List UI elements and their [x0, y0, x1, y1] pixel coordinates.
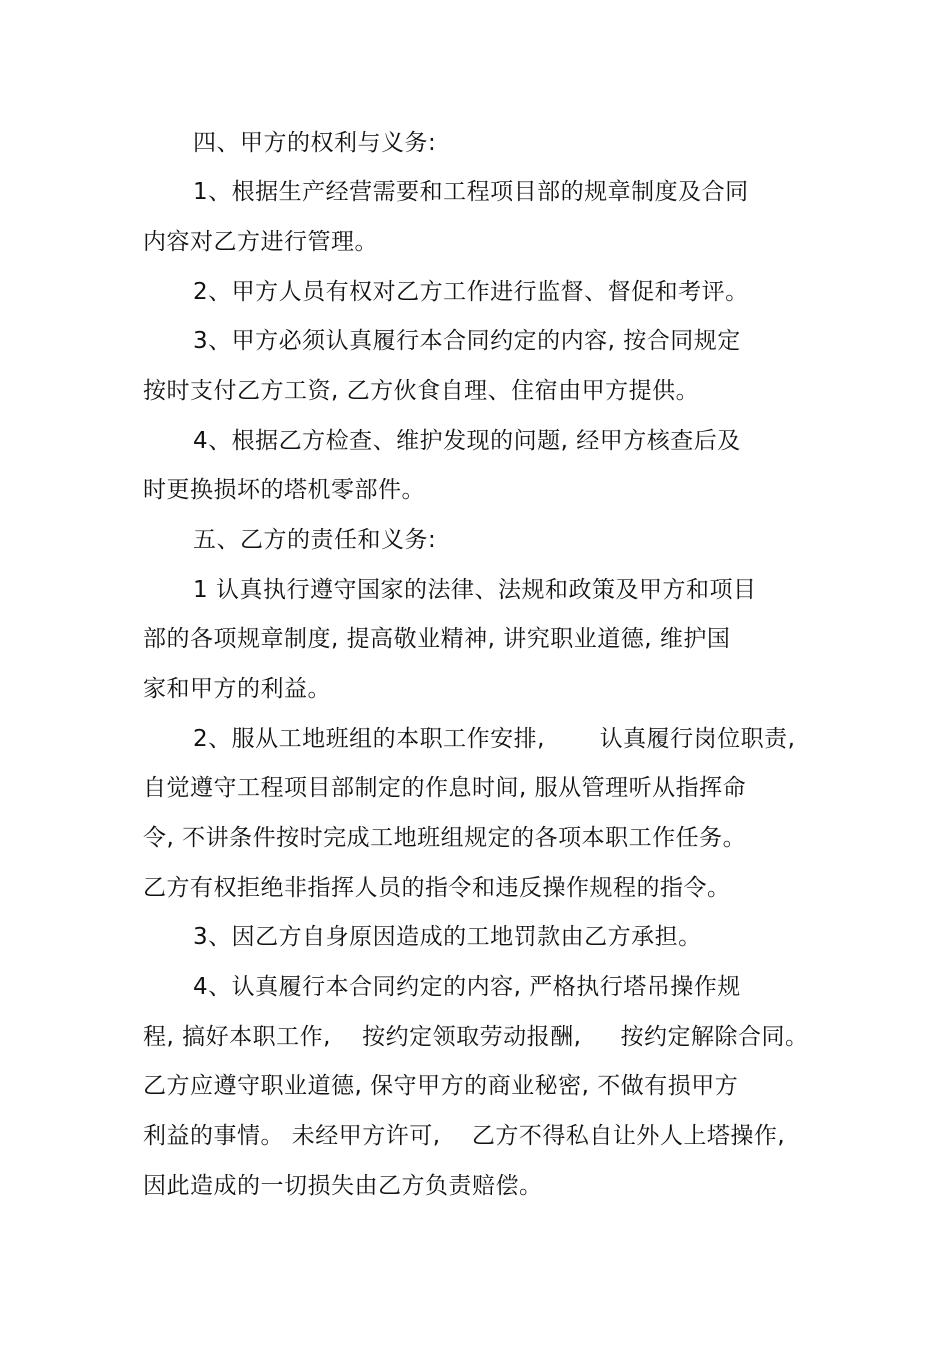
s5-item-4-line-5: 因此造成的一切损失由乙方负责赔偿。 — [143, 1173, 543, 1199]
section-4-heading: 四、甲方的权利与义务: — [193, 130, 437, 156]
s5-item-2-line-1: 2、服从工地班组的本职工作安排, 认真履行岗位职责, — [193, 726, 796, 752]
s4-item-4-line-1: 4、根据乙方检查、维护发现的问题, 经甲方核查后及 — [193, 428, 741, 454]
s4-item-4-line-2: 时更换损坏的塔机零部件。 — [143, 477, 425, 503]
s5-item-4-line-2: 程, 搞好本职工作, 按约定领取劳动报酬, 按约定解除合同。 — [143, 1024, 809, 1050]
s5-item-3-line-1: 3、因乙方自身原因造成的工地罚款由乙方承担。 — [193, 924, 702, 950]
s5-item-2-line-3: 令, 不讲条件按时完成工地班组规定的各项本职工作任务。 — [143, 825, 747, 851]
s5-item-4-line-4: 利益的事情。 未经甲方许可, 乙方不得私自让外人上塔操作, — [143, 1123, 786, 1149]
s5-item-2-line-4: 乙方有权拒绝非指挥人员的指令和违反操作规程的指令。 — [143, 875, 731, 901]
section-5-heading: 五、乙方的责任和义务: — [193, 527, 437, 553]
s4-item-2-line-1: 2、甲方人员有权对乙方工作进行监督、督促和考评。 — [193, 279, 749, 305]
s4-item-3-line-2: 按时支付乙方工资, 乙方伙食自理、住宿由甲方提供。 — [143, 378, 700, 404]
s4-item-1-line-2: 内容对乙方进行管理。 — [143, 229, 378, 255]
s5-item-2-line-2: 自觉遵守工程项目部制定的作息时间, 服从管理听从指挥命 — [143, 775, 747, 801]
s4-item-1-line-1: 1、根据生产经营需要和工程项目部的规章制度及合同 — [193, 179, 749, 205]
s5-item-1-line-1: 1 认真执行遵守国家的法律、法规和政策及甲方和项目 — [193, 577, 757, 603]
s5-item-1-line-3: 家和甲方的利益。 — [143, 676, 331, 702]
s5-item-4-line-3: 乙方应遵守职业道德, 保守甲方的商业秘密, 不做有损甲方 — [143, 1073, 739, 1099]
s5-item-1-line-2: 部的各项规章制度, 提高敬业精神, 讲究职业道德, 维护国 — [143, 626, 731, 652]
s4-item-3-line-1: 3、甲方必须认真履行本合同约定的内容, 按合同规定 — [193, 328, 741, 354]
s5-item-4-line-1: 4、认真履行本合同约定的内容, 严格执行塔吊操作规 — [193, 974, 741, 1000]
